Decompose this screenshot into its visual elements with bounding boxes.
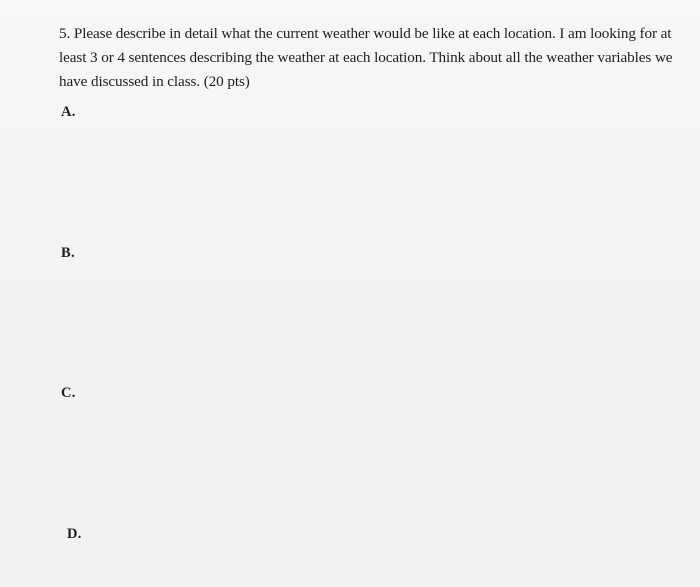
answer-label-a: A.: [61, 104, 76, 120]
answer-label-b: B.: [61, 245, 75, 261]
question-text: [59, 22, 673, 94]
question-line-2: least 3 or 4 sentences describing the weather at each location. Think about all the weather variables we: [59, 49, 673, 66]
question-line-3: have discussed in class. (20 pts): [59, 73, 250, 90]
answer-label-d: D.: [67, 526, 82, 542]
answer-label-c: C.: [61, 385, 76, 401]
question-line-1: 5. Please describe in detail what the current weather would be like at each location. I am looking for at: [59, 25, 672, 42]
